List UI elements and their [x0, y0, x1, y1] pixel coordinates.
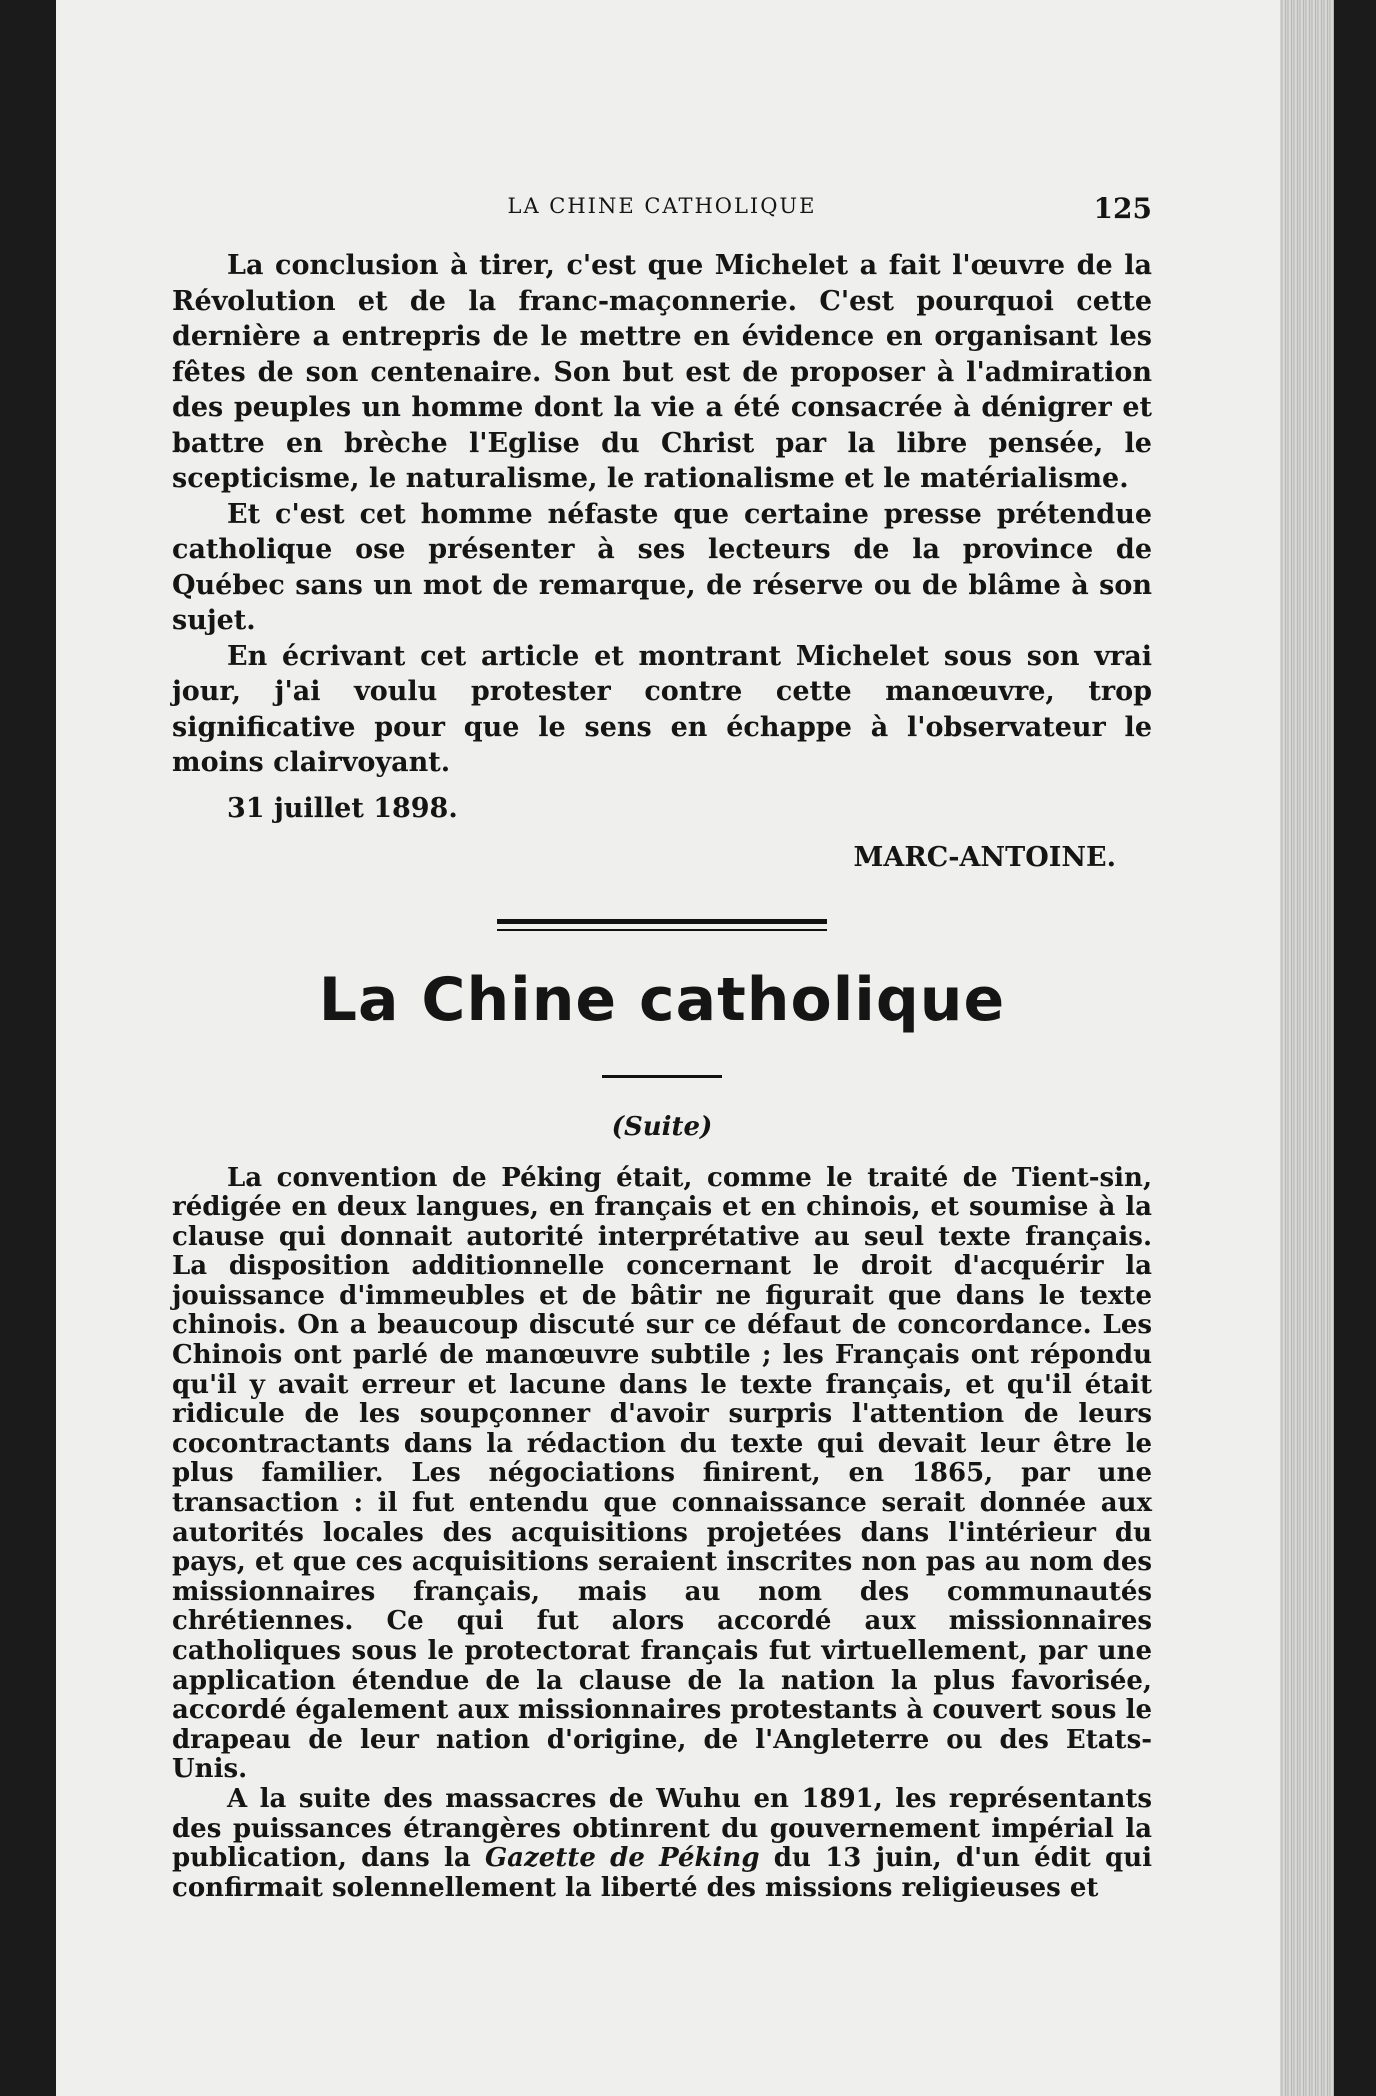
page-number: 125	[1093, 192, 1152, 225]
article-body	[172, 1164, 1152, 1904]
paragraph: La conclusion à tirer, c'est que Michelet a fait l'œuvre de la Révolution et de la franc-maçonnerie. C'est pourquoi cette dernière a entrepris de le mettre en évidence en organisant les fêtes de son centenaire. Son but est de proposer à l'admiration des peuples un homme dont la vie a été consacrée à dénigrer et battre en brèche l'Eglise du Christ par la libre pensée, le scepticisme, le naturalisme, le rationalisme et le matérialisme.	[172, 250, 1152, 494]
paragraph-last	[172, 1785, 1152, 1903]
publication-title: Gazette de Péking	[484, 1843, 760, 1874]
running-title: LA CHINE CATHOLIQUE	[507, 194, 817, 218]
divider-thin-rule	[497, 929, 827, 931]
text-block	[172, 188, 1152, 1903]
previous-article-ending	[172, 248, 1152, 873]
article-title: La Chine catholique	[318, 964, 1006, 1035]
running-head	[172, 188, 1152, 248]
author-signature: MARC-ANTOINE.	[853, 841, 1116, 873]
page-edge	[1280, 0, 1334, 2096]
paragraph: En écrivant cet article et montrant Michelet sous son vrai jour, j'ai voulu protester contre cette manœuvre, trop significative pour que le sens en échappe à l'observateur le moins clairvoyant.	[172, 640, 1152, 778]
divider-thick-rule	[497, 919, 827, 924]
title-underline-rule	[602, 1075, 722, 1078]
paragraph: Et c'est cet homme néfaste que certaine presse prétendue catholique ose présenter à ses lecteurs de la province de Québec sans un mot de remarque, de réserve ou de blâme à son sujet.	[172, 498, 1152, 636]
paragraph: La convention de Péking était, comme le traité de Tient-sin, rédigée en deux langues, en français et en chinois, et soumise à la clause qui donnait autorité interprétative au seul texte français. La disposition additionnelle concernant le droit d'acquérir la jouissance d'immeubles et de bâtir ne figurait que dans le texte chinois. On a beaucoup discuté sur ce défaut de concordance. Les Chinois ont parlé de manœuvre subtile ; les Français ont répondu qu'il y avait erreur et lacune dans le texte français, et qu'il était ridicule de les soupçonner d'avoir surpris l'attention de leurs cocontractants dans la rédaction du texte qui devait leur être le plus familier. Les négociations finirent, en 1865, par une transaction : il fut entendu que connaissance serait donnée aux autorités locales des acquisitions projetées dans l'intérieur du pays, et que ces acquisitions seraient inscrites non pas au nom des missionnaires français, mais au nom des communautés chrétiennes. Ce qui fut alors accordé aux missionnaires catholiques sous le protectorat français fut virtuellement, par une application étendue de la clause de la nation la plus favorisée, accordé également aux missionnaires protestants à couvert sous le drapeau de leur nation d'origine, de l'Angleterre ou des Etats-Unis.	[172, 1162, 1152, 1785]
text-run: A la suite des massacres de Wuhu en 1891, les représentants des puissances étrangères obtinrent du gouvernement impérial la publication, dans la	[172, 1783, 1152, 1874]
page-sheet	[56, 0, 1334, 2096]
article-subtitle: (Suite)	[611, 1111, 713, 1142]
dateline: 31 juillet 1898.	[227, 792, 458, 824]
text-run: du 13 juin, d'un édit qui confirmait solennellement la liberté des missions religieuses et	[172, 1843, 1153, 1903]
section-divider	[497, 919, 827, 931]
